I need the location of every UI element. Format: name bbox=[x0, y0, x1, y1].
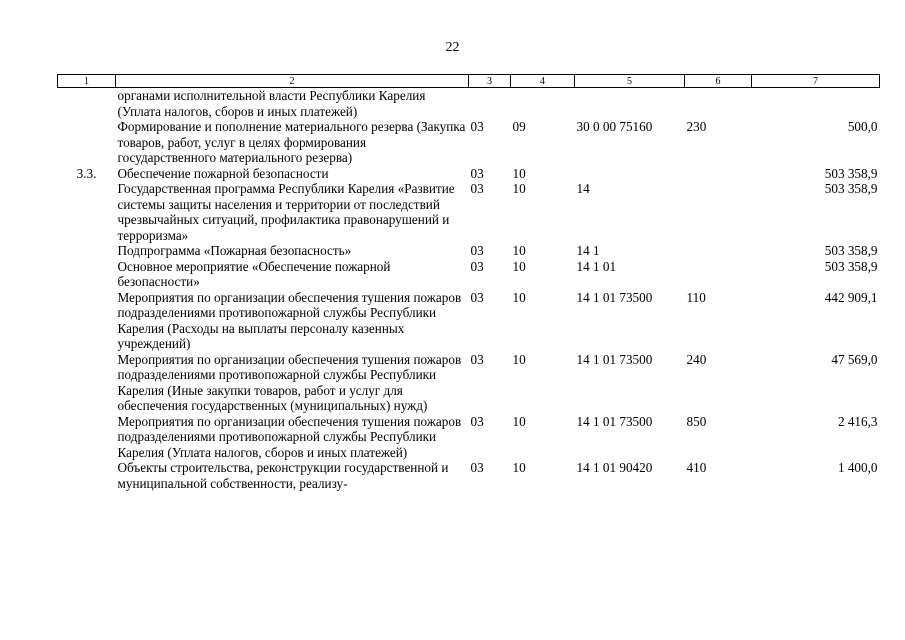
row-number bbox=[58, 88, 116, 120]
row-number bbox=[58, 243, 116, 259]
page-number: 22 bbox=[445, 40, 460, 55]
row-number bbox=[58, 290, 116, 352]
item-name: Подпрограмма «Пожарная безопасность» bbox=[117, 243, 352, 258]
subsection-code: 10 bbox=[512, 258, 526, 274]
expense-type-code: 410 bbox=[686, 460, 707, 475]
row-number bbox=[58, 414, 116, 461]
header-col-7: 7 bbox=[752, 75, 880, 88]
budget-table bbox=[57, 74, 880, 491]
expense-type-code: 240 bbox=[686, 351, 707, 367]
target-article-code: 14 bbox=[576, 181, 590, 196]
amount bbox=[752, 88, 880, 120]
amount: 47 569,0 bbox=[831, 351, 878, 367]
row-number: 3.3. bbox=[76, 165, 97, 181]
table-row bbox=[58, 414, 880, 461]
table-row bbox=[58, 166, 880, 182]
amount: 442 909,1 bbox=[824, 289, 878, 305]
section-code: 03 bbox=[470, 119, 484, 134]
amount: 2 416,3 bbox=[837, 413, 878, 429]
target-article-code: 30 0 00 75160 bbox=[576, 119, 653, 134]
subsection-code: 10 bbox=[512, 351, 526, 367]
section-code: 03 bbox=[470, 165, 484, 181]
target-article-code bbox=[575, 88, 685, 120]
item-name: Мероприятия по организации обеспечения тушения пожаров подразделениями противопожарной службы Республики Карелия (Расходы на выплаты персоналу казенных учреждений) bbox=[117, 289, 462, 351]
item-name: Государственная программа Республики Карелия «Развитие системы защиты населения и территории от последствий чрезвычайных ситуаций, профилактика правонарушений и терроризма» bbox=[117, 181, 455, 243]
row-number bbox=[58, 460, 116, 491]
amount: 503 358,9 bbox=[824, 243, 878, 258]
section-code: 03 bbox=[470, 243, 484, 258]
section-code: 03 bbox=[470, 181, 484, 196]
expense-type-code bbox=[685, 88, 752, 120]
section-code: 03 bbox=[470, 413, 484, 429]
amount: 1 400,0 bbox=[837, 460, 878, 475]
subsection-code bbox=[511, 88, 575, 120]
table-row bbox=[58, 460, 880, 491]
subsection-code: 10 bbox=[512, 181, 526, 196]
row-number bbox=[58, 352, 116, 414]
table-row bbox=[58, 259, 880, 290]
target-article-code: 14 1 bbox=[576, 243, 600, 258]
amount: 503 358,9 bbox=[824, 258, 878, 274]
expense-type-code: 110 bbox=[686, 289, 706, 305]
target-article-code: 14 1 01 bbox=[576, 258, 617, 274]
header-col-5: 5 bbox=[575, 75, 685, 88]
section-code: 03 bbox=[470, 351, 484, 367]
expense-type-code bbox=[685, 259, 752, 290]
amount: 500,0 bbox=[847, 119, 878, 134]
target-article-code: 14 1 01 73500 bbox=[576, 351, 653, 367]
amount: 503 358,9 bbox=[824, 181, 878, 196]
header-col-2: 2 bbox=[116, 75, 469, 88]
section-code: 03 bbox=[470, 289, 484, 305]
expense-type-code bbox=[685, 243, 752, 259]
item-name: Мероприятия по организации обеспечения тушения пожаров подразделениями противопожарной службы Республики Карелия (Иные закупки товаров, работ и услуг для обеспечения государственных (муниципальных) нужд) bbox=[117, 351, 462, 413]
section-code: 03 bbox=[470, 258, 484, 274]
table-row bbox=[58, 290, 880, 352]
table-body bbox=[58, 88, 880, 492]
expense-type-code bbox=[685, 181, 752, 243]
header-col-1: 1 bbox=[58, 75, 116, 88]
subsection-code: 10 bbox=[512, 165, 526, 181]
target-article-code bbox=[575, 166, 685, 182]
header-row bbox=[58, 75, 880, 88]
expense-type-code: 850 bbox=[686, 413, 707, 429]
item-name: Обеспечение пожарной безопасности bbox=[117, 165, 329, 181]
target-article-code: 14 1 01 73500 bbox=[576, 413, 653, 429]
row-number bbox=[58, 119, 116, 166]
table-row bbox=[58, 352, 880, 414]
row-number bbox=[58, 181, 116, 243]
section-code: 03 bbox=[470, 460, 484, 475]
table-row bbox=[58, 243, 880, 259]
subsection-code: 10 bbox=[512, 289, 526, 305]
item-name: Объекты строительства, реконструкции государственной и муниципальной собственности, реализу- bbox=[117, 460, 449, 491]
expense-type-code bbox=[685, 166, 752, 182]
target-article-code: 14 1 01 73500 bbox=[576, 289, 653, 305]
header-col-3: 3 bbox=[469, 75, 511, 88]
amount: 503 358,9 bbox=[824, 165, 878, 181]
subsection-code: 10 bbox=[512, 460, 526, 475]
row-number bbox=[58, 259, 116, 290]
subsection-code: 09 bbox=[512, 119, 526, 134]
header-col-4: 4 bbox=[511, 75, 575, 88]
subsection-code: 10 bbox=[512, 243, 526, 258]
subsection-code: 10 bbox=[512, 413, 526, 429]
item-name: Формирование и пополнение материального резерва (Закупка товаров, работ, услуг в целях формирования государственного материального резерва) bbox=[117, 119, 466, 165]
table-header bbox=[58, 75, 880, 88]
target-article-code: 14 1 01 90420 bbox=[576, 460, 653, 475]
expense-type-code: 230 bbox=[686, 119, 707, 134]
section-code bbox=[469, 88, 511, 120]
table-row bbox=[58, 181, 880, 243]
item-name: органами исполнительной власти Республики Карелия (Уплата налогов, сборов и иных платежей) bbox=[117, 88, 426, 119]
header-col-6: 6 bbox=[685, 75, 752, 88]
item-name: Основное мероприятие «Обеспечение пожарной безопасности» bbox=[117, 258, 391, 289]
item-name: Мероприятия по организации обеспечения тушения пожаров подразделениями противопожарной службы Республики Карелия (Уплата налогов, сборов и иных платежей) bbox=[117, 413, 462, 460]
table-row bbox=[58, 119, 880, 166]
table-row bbox=[58, 88, 880, 120]
